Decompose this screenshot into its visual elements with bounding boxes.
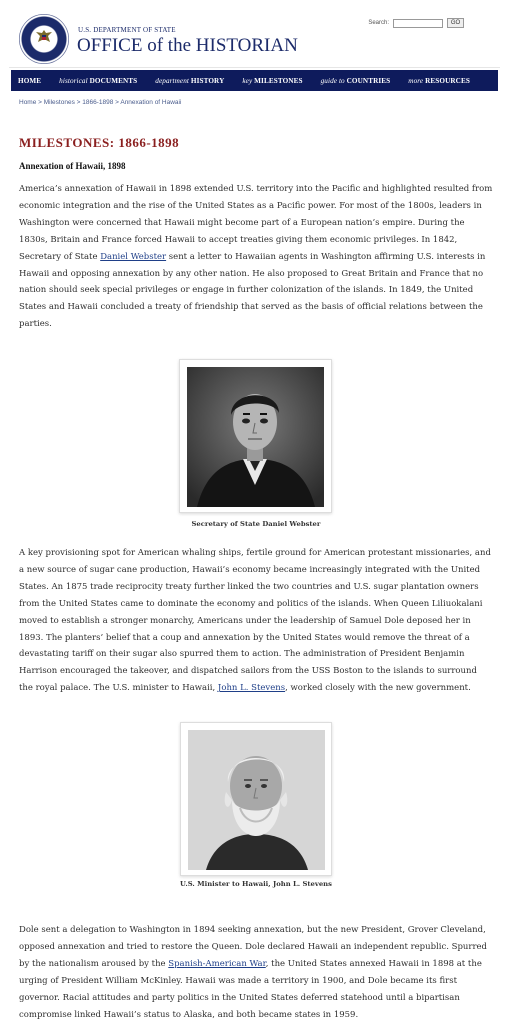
- nav-guide-to-countries-label: COUNTRIES: [346, 76, 391, 85]
- search-label: Search:: [368, 20, 389, 26]
- figure-webster: [179, 359, 332, 513]
- paragraph-3: [19, 922, 493, 1023]
- paragraph-1-text-a: America’s annexation of Hawaii in 1898 extended U.S. territory into the Pacific and highlighted resulted from economic integration and the rise of the United States as a Pacific power. For most of the 1800s, leaders in Washington were concerned that Hawaii might become part of a European nation’s empire. During the 1830s, Britain and France forced Hawaii to accept treaties giving them economic privileges. In 1842, Secretary of State: [19, 184, 493, 262]
- nav-department-history[interactable]: [155, 77, 224, 85]
- nav-guide-to-countries[interactable]: [321, 77, 391, 85]
- paragraph-3-text-b: , the United States annexed Hawaii in 1898 at the urging of President William McKinley. Hawaii was made a territory in 1900, and Dole became its first governor. Racial attitudes and party politics in the United States deferred statehood until a bipartisan compromise linked Hawaii’s status to Alaska, and both became states in 1959.: [19, 958, 482, 1020]
- department-of-state-seal-icon[interactable]: [19, 14, 69, 64]
- nav-department-history-label: HISTORY: [190, 76, 225, 85]
- nav-historical-documents-pre: historical: [59, 76, 88, 85]
- site-title[interactable]: [77, 35, 298, 57]
- search-form: [368, 18, 464, 28]
- nav-key-milestones-pre: key: [242, 76, 253, 85]
- nav-more-resources-label: RESOURCES: [425, 76, 470, 85]
- section-title: MILESTONES: 1866-1898: [19, 135, 180, 150]
- breadcrumb[interactable]: Home > Milestones > 1866-1898 > Annexation of Hawaii: [19, 99, 182, 106]
- nav-historical-documents[interactable]: [59, 77, 137, 85]
- nav-home-label: HOME: [18, 76, 42, 85]
- link-john-l-stevens[interactable]: John L. Stevens: [217, 683, 286, 694]
- figure-stevens: [180, 722, 332, 876]
- eagle-icon: [34, 28, 54, 46]
- site-header: [9, 4, 500, 68]
- nav-historical-documents-label: DOCUMENTS: [89, 76, 138, 85]
- portrait-john-l-stevens: [188, 730, 325, 870]
- paragraph-2-text-a: A key provisioning spot for American whaling ships, fertile ground for American protestant missionaries, and a new source of sugar cane production, Hawaii’s economy became increasingly integrated with the United States. An 1875 trade reciprocity treaty further linked the two countries and U.S. sugar plantation owners from the United States came to dominate the economy and politics of the islands. When Queen Liliuokalani moved to establish a stronger monarchy, Americans under the leadership of Samuel Dole deposed her in 1893. The planters’ belief that a coup and annexation by the United States would remove the threat of a devastating tariff on their sugar also spurred them to action. The administration of President Benjamin Harrison encouraged the takeover, and dispatched sailors from the USS Boston to the islands to surround the royal palace. The U.S. minister to Hawaii,: [19, 548, 491, 694]
- nav-key-milestones[interactable]: [242, 77, 302, 85]
- caption-stevens: U.S. Minister to Hawaii, John L. Stevens: [180, 880, 332, 888]
- nav-more-resources[interactable]: [408, 77, 470, 85]
- nav-key-milestones-label: MILESTONES: [254, 76, 303, 85]
- nav-department-history-pre: department: [155, 76, 190, 85]
- paragraph-2: [19, 545, 493, 697]
- brand-of: of the: [147, 35, 192, 56]
- paragraph-2-text-b: , worked closely with the new government.: [285, 683, 471, 694]
- caption-webster: Secretary of State Daniel Webster: [191, 520, 321, 528]
- link-spanish-american-war[interactable]: Spanish-American War: [168, 958, 266, 969]
- nav-more-resources-pre: more: [408, 76, 424, 85]
- article-title: Annexation of Hawaii, 1898: [19, 161, 126, 171]
- nav-home[interactable]: [18, 77, 41, 85]
- link-daniel-webster[interactable]: Daniel Webster: [100, 251, 167, 262]
- department-name: U.S. DEPARTMENT OF STATE: [78, 26, 176, 34]
- paragraph-1: [19, 181, 493, 333]
- brand-prefix: OFFICE: [77, 35, 143, 56]
- nav-guide-to-countries-pre: guide to: [320, 76, 345, 85]
- brand-suffix: HISTORIAN: [195, 35, 298, 56]
- search-input[interactable]: [393, 19, 443, 28]
- paragraph-3-text-a: Dole sent a delegation to Washington in 1894 seeking annexation, but the new President, Grover Cleveland, opposed annexation and tried to restore the Queen. Dole declared Hawaii an independent republic. Spurred by the nationalism aroused by the: [19, 925, 487, 969]
- portrait-daniel-webster: [187, 367, 324, 507]
- main-nav: [11, 70, 498, 91]
- page: [9, 4, 500, 1024]
- paragraph-1-text-b: sent a letter to Hawaiian agents in Washington affirming U.S. interests in Hawaii and opposing annexation by any other nation. He also proposed to Great Britain and France that no nation should seek special privileges or engage in further colonization of the islands. In 1849, the United States and Hawaii concluded a treaty of friendship that served as the basis of official relations between the parties.: [19, 251, 486, 330]
- search-go-button[interactable]: GO: [447, 18, 464, 28]
